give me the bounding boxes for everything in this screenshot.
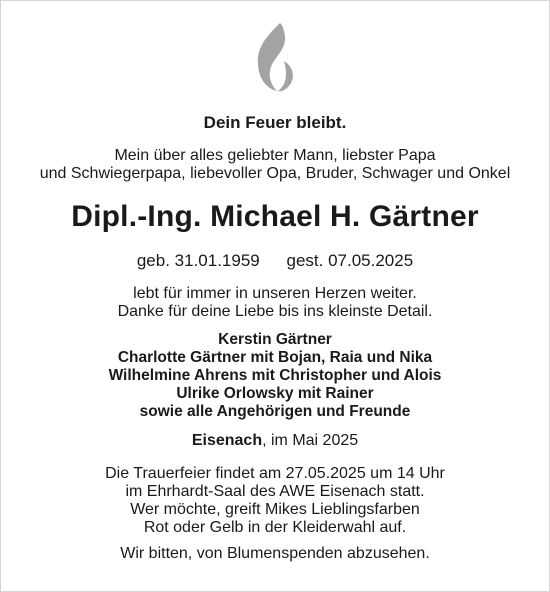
service-line: Rot oder Gelb in der Kleiderwahl auf.: [143, 519, 407, 536]
funeral-info: [1, 465, 549, 537]
closing-note: Wir bitten, von Blumenspenden abzusehen.: [120, 545, 430, 562]
mourner: Kerstin Gärtner: [218, 331, 332, 348]
intro-text: [1, 147, 549, 183]
mourner: Charlotte Gärtner mit Bojan, Raia und Nika: [117, 349, 433, 366]
service-line: Die Trauerfeier findet am 27.05.2025 um 14 Uhr: [105, 465, 445, 482]
flame-icon: [250, 21, 302, 93]
intro-line: Mein über alles geliebter Mann, liebster Papa: [114, 147, 436, 164]
service-line: im Ehrhardt-Saal des AWE Eisenach statt.: [125, 483, 425, 500]
place-date: [1, 431, 549, 451]
verse-line: Danke für deine Liebe bis ins kleinste Detail.: [117, 303, 433, 320]
mourner: sowie alle Angehörigen und Freunde: [139, 403, 411, 420]
deceased-name: Dipl.-Ing. Michael H. Gärtner: [71, 200, 479, 233]
motto: Dein Feuer bleibt.: [203, 113, 347, 132]
verse-line: lebt für immer in unseren Herzen weiter.: [133, 285, 417, 302]
month-year: , im Mai 2025: [262, 432, 359, 449]
city: Eisenach: [191, 432, 263, 449]
intro-line: und Schwiegerpapa, liebevoller Opa, Bruder, Schwager und Onkel: [39, 165, 511, 182]
death-date: gest. 07.05.2025: [286, 251, 414, 270]
mourner: Wilhelmine Ahrens mit Christopher und Alois: [108, 367, 442, 384]
memorial-verse: [1, 285, 549, 321]
birth-date: geb. 31.01.1959: [136, 251, 260, 270]
service-line: Wer möchte, greift Mikes Lieblingsfarben: [130, 501, 420, 518]
life-dates: [1, 251, 549, 271]
mourner: Ulrike Orlowsky mit Rainer: [176, 385, 374, 402]
mourners-list: [1, 331, 549, 421]
